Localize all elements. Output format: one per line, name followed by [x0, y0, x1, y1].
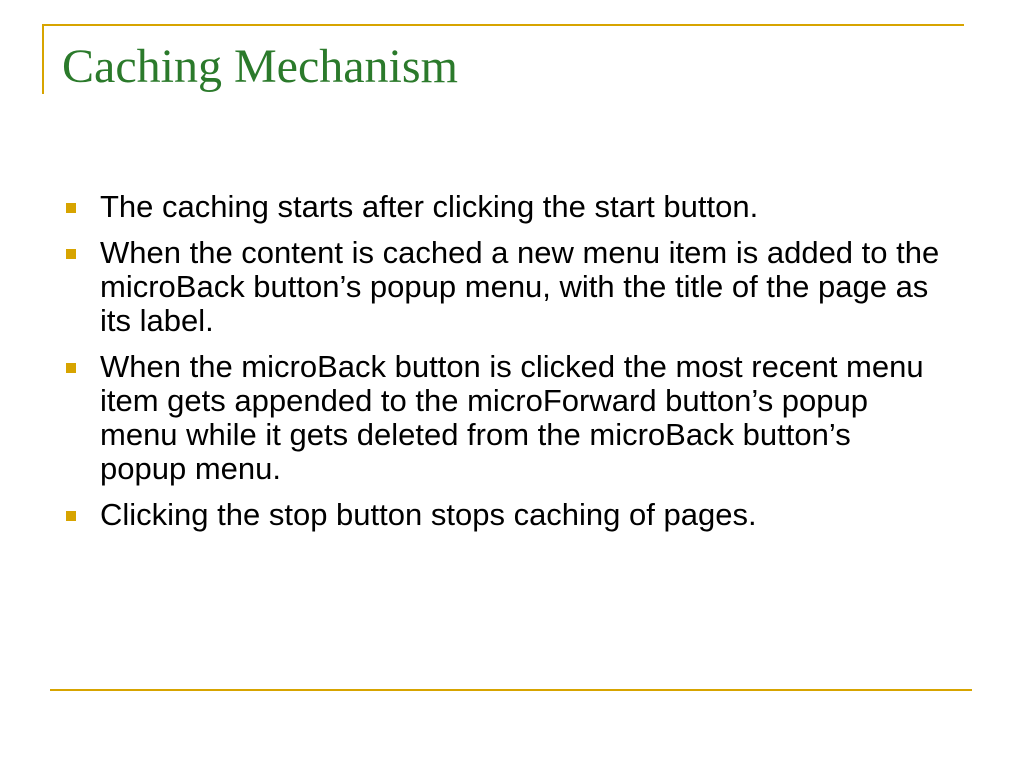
bullet-text: When the content is cached a new menu item is added to the microBack button’s popup menu, with the title of the page as its label.: [100, 235, 940, 338]
bullet-text: Clicking the stop button stops caching of pages.: [100, 497, 757, 532]
bullet-text: When the microBack button is clicked the most recent menu item gets appended to the microForward button’s popup menu while it gets deleted from the microBack button’s popup menu.: [100, 349, 924, 486]
bullet-item: [64, 350, 944, 486]
slide-title: Caching Mechanism: [62, 40, 458, 93]
bullet-item: [64, 236, 944, 338]
square-bullet-icon: [66, 511, 76, 521]
left-border-line: [42, 24, 44, 94]
square-bullet-icon: [66, 249, 76, 259]
square-bullet-icon: [66, 363, 76, 373]
bullet-item: [64, 190, 944, 224]
bottom-border-line: [50, 689, 972, 691]
top-border-line: [42, 24, 964, 26]
bullet-text: The caching starts after clicking the start button.: [100, 189, 759, 224]
bullet-item: [64, 498, 944, 532]
bullet-list: [64, 190, 944, 544]
square-bullet-icon: [66, 203, 76, 213]
